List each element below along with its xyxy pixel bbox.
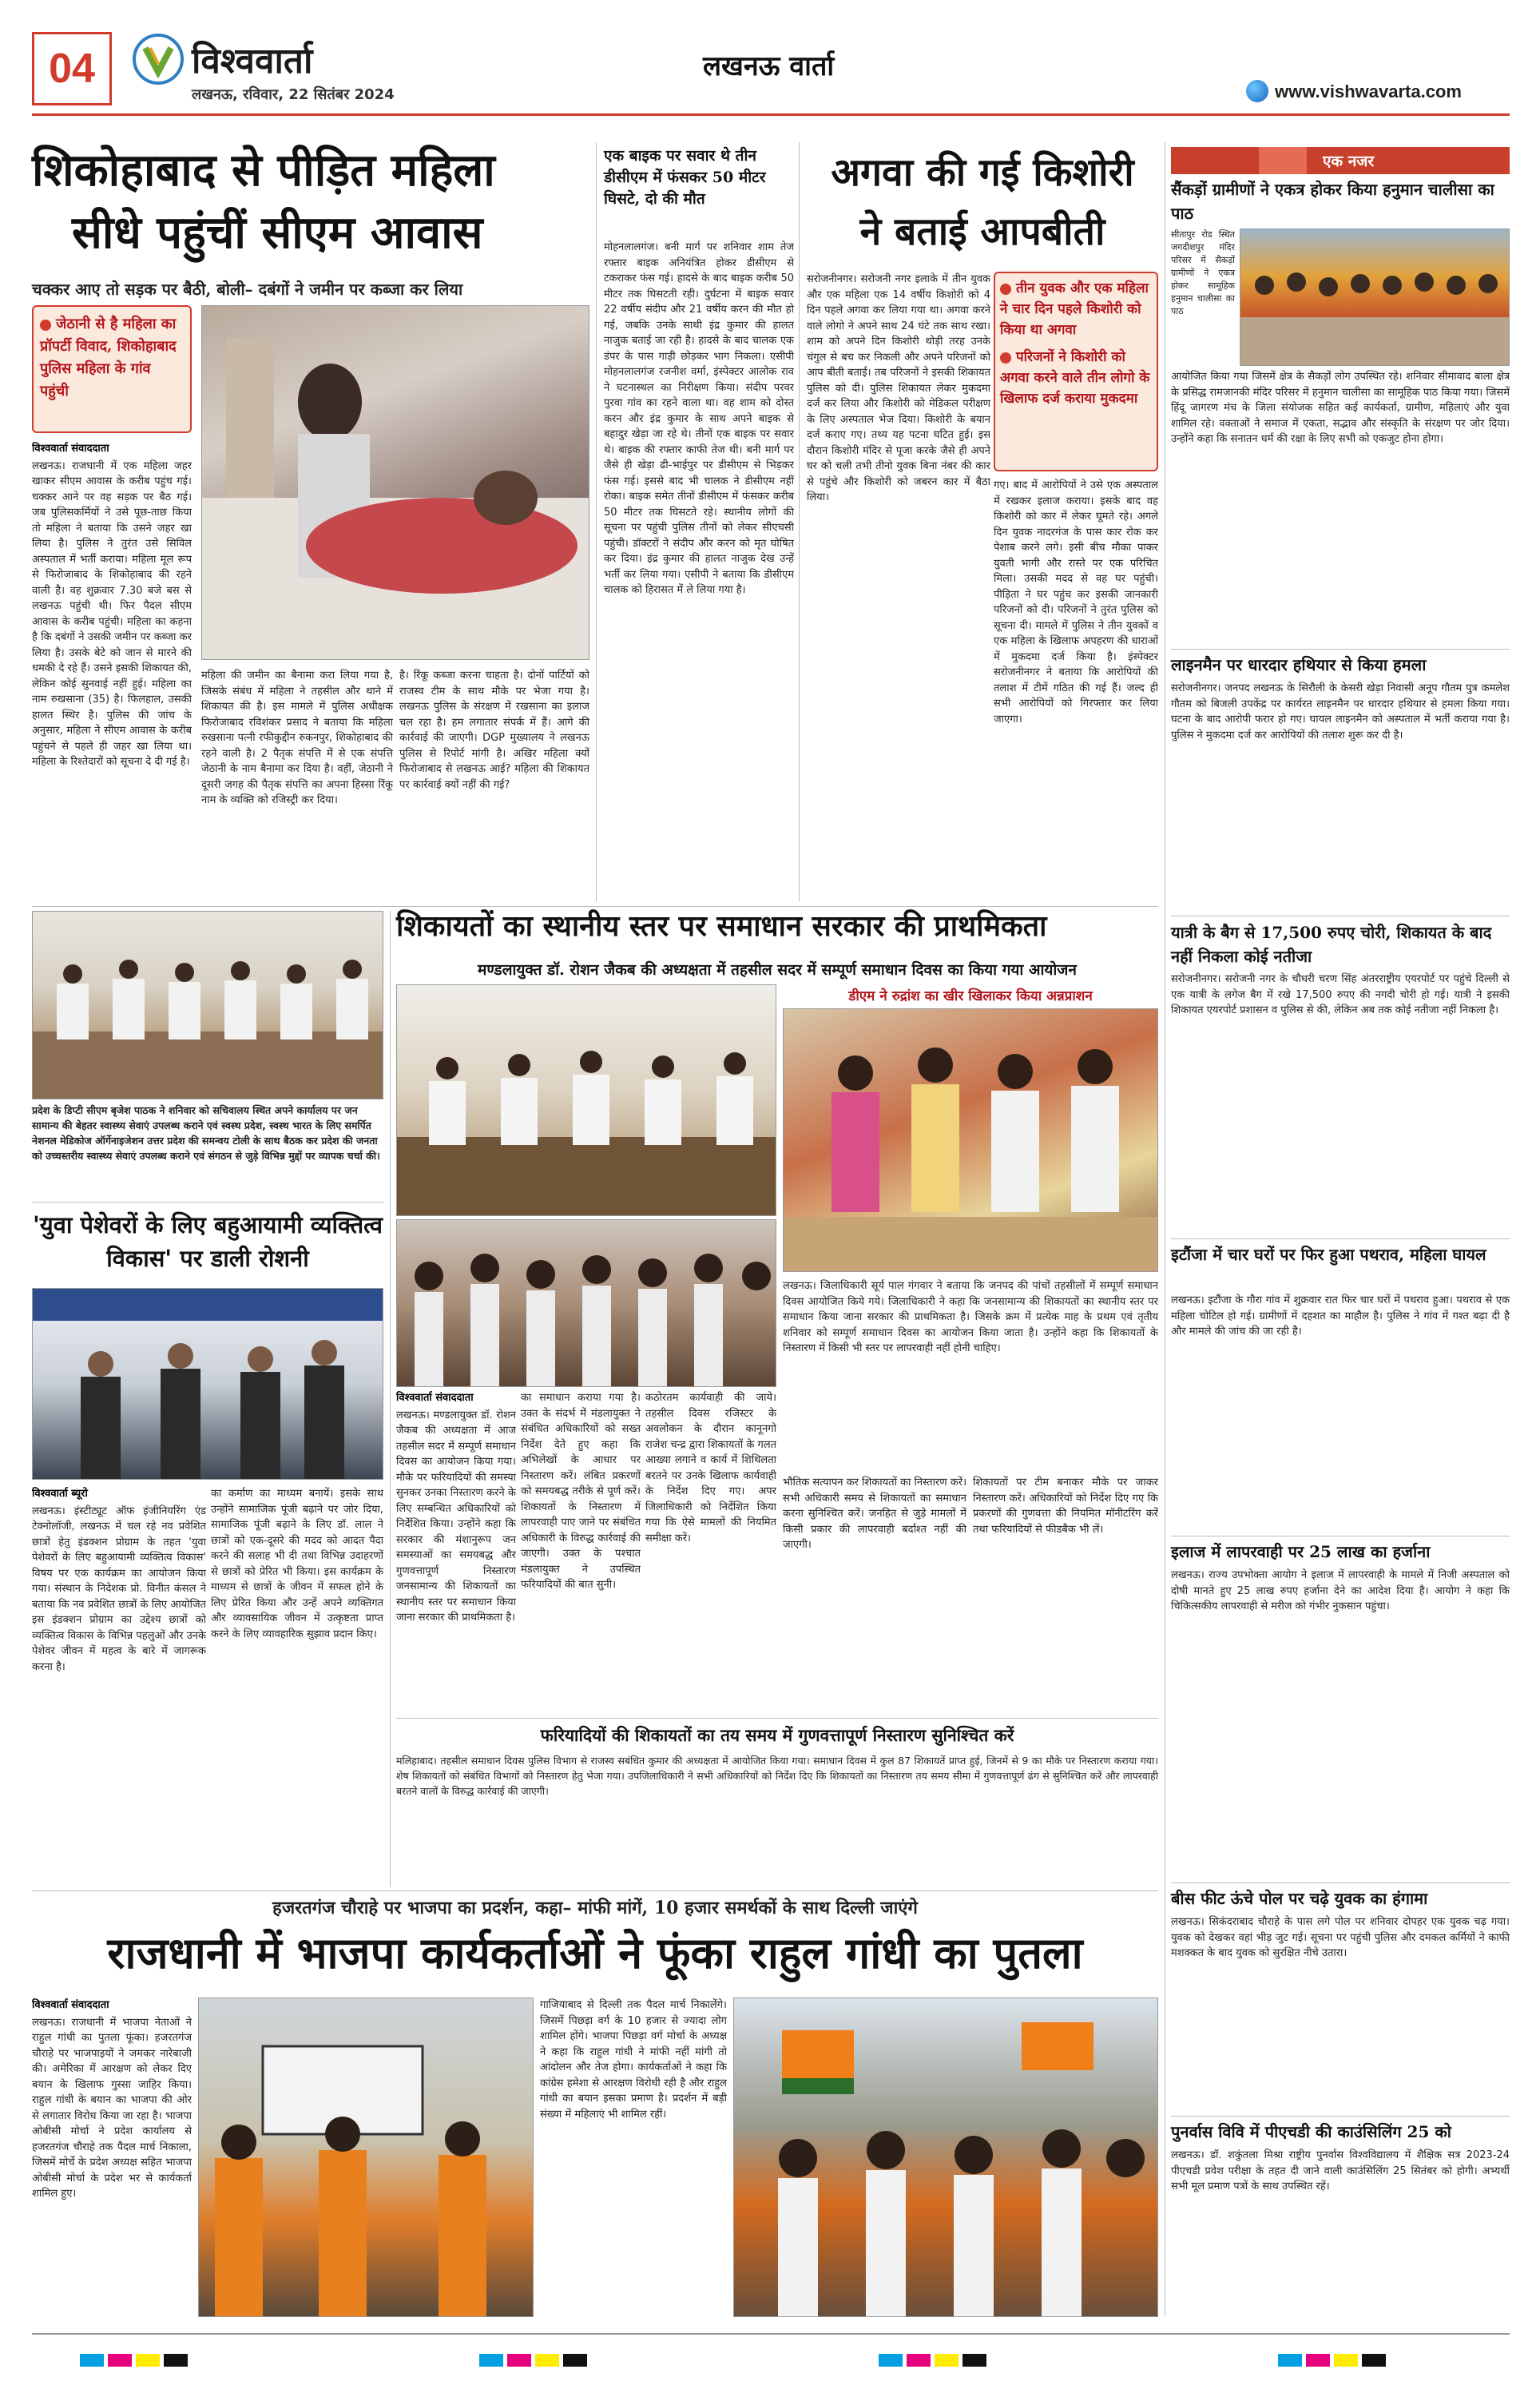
sidebar-s3-headline: यात्री के बैग से 17,500 रुपए चोरी, शिकायत के बाद नहीं निकला कोई नतीजा — [1171, 923, 1492, 966]
sidebar-s2-col — [1171, 681, 1510, 912]
story3-bullet-1: तीन युवक और एक महिला ने चार दिन पहले किशोरी को किया था अगवा — [1000, 280, 1149, 338]
sidebar-s5-col — [1171, 1568, 1510, 1879]
story4-text-1: लखनऊ। मण्डलायुक्त डॉ. रोशन जैकब की अध्यक्षता में आज तहसील सदर में सम्पूर्ण समाधान दिवस का आयोजन किया गया। मौके पर फरियादियों की समस्या सुनकर उनका निस्तारण करने के लिए सम्बन्धित अधिकारियों को निर्देशित किया। उन्होंने कहा कि सरकार की मंशानुरूप जन समस्याओं का समयबद्ध और गुणवत्तापूर्ण निस्तारण जनसामान्य की शिकायतों का स्थानीय स्तर पर समाधान किया जाना सरकार की प्राथमिकता है। — [396, 1409, 516, 1624]
sidebar-s2-text: सरोजनीनगर। जनपद लखनऊ के सिरौली के केसरी खेड़ा निवासी अनूप गौतम पुत्र कमलेश गौतम को बिजली उपकेंद्र पर कार्यरत लाइनमैन पर धारदार हथियार से हमला किया गया। घटना के बाद आरोपी फरार हो गए। घायल लाइनमैन को अस्पताल में भर्ती कराया गया है। पुलिस ने मुकदमा दर्ज कर आरोपियों की तलाश शुरू कर दी है। — [1171, 682, 1510, 741]
divider — [1171, 2116, 1510, 2117]
sidebar-s7-headline: पुनर्वास विवि में पीएचडी की काउंसिलिंग 25 को — [1171, 2122, 1451, 2141]
story7-photo-2 — [733, 1998, 1158, 2317]
page-number: 04 — [32, 32, 112, 105]
story2-headline: एक बाइक पर सवार थे तीन डीसीएम में फंसकर 50 मीटर घिसटे, दो की मौत — [604, 147, 766, 208]
story1-text-2: महिला की जमीन का बैनामा करा लिया गया है, जिसके संबंध में महिला ने तहसील और थाने में शिकायत की है। इस मामले में पुलिस अधीक्षक फिरोजाबाद रविशंकर प्रसाद ने बताया कि महिला रुखसाना पत्नी रफीकुद्दीन रुकनपुर, शिकोहाबाद की रहने वाली है। 2 पैतृक संपत्ति में से एक संपत्ति जेठानी के नाम बैनामा कर दिया है। वहीं, जेठानी ने दूसरी जगह की पैतृक संपत्ति का अपना हिस्सा रिंकू नाम के व्यक्ति को रजिस्ट्री कर दिया। — [201, 670, 393, 806]
story4-text-6: शिकायतों पर टीम बनाकर मौके पर जाकर निस्तारण करें। अधिकारियों को निर्देश दिए गए कि प्रकरणों की गुणवत्ता की नियमित मॉनीटरिंग करें तथा फरियादियों से फीडबैक भी लें। — [973, 1477, 1158, 1536]
story3-text-2: गए। बाद में आरोपियों ने उसे एक अस्पताल में रखकर इलाज कराया। इसके बाद वह किशोरी को कार में लेकर घूमते रहे। अगले दिन युवक नादरगंज के पास कार रोक कर पेशाब करने लगे। इसी बीच मौका पाकर युवती भागी और रास्ते पर एक परिचित मिला। उसकी मदद से वह घर पहुंची। पीड़िता ने घर पहुंच कर इसकी जानकारी परिजनों को दी। परिजनों ने तुरंत पुलिस को सूचना दी। मामले में पुलिस ने तीन युवकों व एक महिला के खिलाफ अपहरण की धाराओं में मुकदमा दर्ज किया है। इंस्पेक्टर सरोजनीनगर ने बताया कि आरोपियों की तलाश में टीमें गठित की गई हैं। जल्द ही सभी आरोपियों को गिरफ्तार कर लिया जाएगा। — [994, 479, 1158, 725]
sidebar-s5-text: लखनऊ। राज्य उपभोक्ता आयोग ने इलाज में लापरवाही के मामले में निजी अस्पताल को दोषी मानते हुए 25 लाख रुपए हर्जाना देने का आदेश दिया है। आयोग ने कहा कि चिकित्सकीय लापरवाही से मरीज को गंभीर नुकसान पहुंचा। — [1171, 1569, 1510, 1612]
story1-photo — [201, 305, 589, 660]
story3-text-1: सरोजनीनगर। सरोजनी नगर इलाके में तीन युवक और एक महिला एक 14 वर्षीय किशोरी को 4 दिन पहले अगवा कर लिया गया था। अगवा करने वाले लोगो ने अपने साथ 24 घंटे तक साथ रखा। शाम को अपने दिन किशोरी थोड़ी तरह उनके चंगुल से बच कर निकली और अपने परिजनों को आप बीती बताई। तब परिजनों ने इसकी शिकायत पुलिस को दी। पुलिस शिकायत लेकर मुकदमा दर्ज कर लिया और किशोरी को मेडिकल परीक्षण के लिए अस्पताल भेज दिया। किशोरी के बयान दर्ज कराए गए। तथ्य यह पटना घटित हुई। इस दौरान किशोरी मंदिर से पूजा करके जैसे ही अपने घर को चली तभी तीनो युवक बिना नंबर की कार से पहुंचे और किशोरी को जबरन कार में बैठा लिया। — [807, 273, 990, 503]
story5-headline: 'युवा पेशेवरों के लिए बहुआयामी व्यक्तित्व विकास' पर डाली रोशनी — [33, 1211, 383, 1272]
sidebar-s7-text: लखनऊ। डॉ. शकुंतला मिश्रा राष्ट्रीय पुनर्वास विश्वविद्यालय में शैक्षिक सत्र 2023-24 पीएचडी प्रवेश परीक्षा के तहत दी जाने वाली काउंसिलिंग 25 सितंबर को होगी। अभ्यर्थी सभी मूल प्रमाण पत्रों के साथ उपस्थित रहें। — [1171, 2149, 1510, 2192]
story4-col-2 — [521, 1390, 641, 1710]
sidebar-s1-caption: सीतापुर रोड स्थित जगदीशपुर मंदिर परिसर में सैकड़ों ग्रामीणों ने एकत्र होकर सामूहिक हनुमान चालीसा का पाठ — [1171, 229, 1235, 316]
bullet-dot-icon — [40, 320, 51, 331]
footer-rule — [32, 2333, 1510, 2335]
story7-text-1: लखनऊ। राजधानी में भाजपा नेताओं ने राहुल गांधी का पुतला फूंका। हजरतगंज चौराहे पर भाजपाइयों ने जमकर नारेबाजी की। अमेरिका में आरक्षण को लेकर दिए बयान के खिलाफ गुस्सा जाहिर किया। राहुल गांधी के बयान का भाजपा की ओर से लगातार विरोध किया जा रहा है। भाजपा ओबीसी मोर्चा ने प्रदेश कार्यालय से हजरतगंज चौराहे तक पैदल मार्च निकाला, जिसमें मोर्चे के प्रदेश अध्यक्ष सहित भाजपा ओबीसी मोर्चा के प्रदेश भर से कार्यकर्ता शामिल हुए। — [32, 2016, 192, 2200]
story4-byline: विश्ववार्ता संवाददाता — [396, 1392, 474, 1404]
divider — [596, 142, 597, 901]
story1-byline: विश्ववार्ता संवाददाता — [32, 443, 109, 455]
sidebar-s2-headline: लाइनमैन पर धारदार हथियार से किया हमला — [1171, 655, 1427, 674]
story7-kicker: हजरतगंज चौराहे पर भाजपा का प्रदर्शन, कहा– मांफी मांगें, 10 हजार समर्थकों के साथ दिल्ली जाएंगे — [272, 1898, 918, 1918]
story3-headline-1: अगवा की गई किशोरी — [831, 150, 1134, 195]
story3-bullet-box — [994, 272, 1158, 471]
sidebar-s4-headline: इटौंजा में चार घरों पर फिर हुआ पथराव, महिला घायल — [1171, 1245, 1486, 1264]
logo-icon — [133, 34, 184, 85]
story5-text-1: लखनऊ। इंस्टीट्यूट ऑफ इंजीनियरिंग एंड टेक्नोलॉजी, लखनऊ में चल रहे नव प्रवेशित छात्रों हेतु इंडक्शन प्रोग्राम के तहत 'युवा पेशेवरों के लिए बहुआयामी व्यक्तित्व विकास' विषय पर एक कार्यक्रम का आयोजन किया गया। संस्थान के निदेशक प्रो. विनीत कंसल ने बताया कि नव प्रवेशित छात्रों के लिए आयोजित इस इंडक्शन प्रोग्राम का उद्देश्य छात्रों को व्यक्तित्व विकास के विभिन्न पहलुओं और उनके पेशेवर जीवन में महत्व के बारे में जागरूक करना है। — [32, 1505, 206, 1673]
story5-photo — [32, 1288, 383, 1480]
story4-text-2: का समाधान कराया गया है। उक्त के संदर्भ में मंडलायुक्त ने संबंधित अधिकारियों को सख्त निर्देश देते हुए कहा कि अभिलेखों के आधार पर निस्तारण करें। लंबित प्रकरणों को समयबद्ध तरीके से पूर्ण करें। शिकायतों के निस्तारण में लापरवाही पाए जाने पर संबंधित अधिकारी के विरुद्ध कार्रवाई की जाएगी। उक्त के पश्चात मंडलायुक्त ने उपस्थित फरियादियों की बात सुनी। — [521, 1392, 641, 1591]
story6-text: मलिहाबाद। तहसील समाधान दिवस पुलिस विभाग से राजस्व सबंधित कुमार की अध्यक्षता में आयोजित किया गया। समाधान दिवस में कुल 87 शिकायतें प्राप्त हुई, जिनमें से 9 का मौके पर निस्तारण कराया गया। शेष शिकायतों को संबंधित विभागों को निस्तारण हेतु भेजा गया। उपजिलाधिकारी ने सभी अधिकारियों को निर्देश दिए कि शिकायतों का निस्तारण तय समय सीमा में गुणवत्तापूर्ण ढंग से सुनिश्चित करें और लापरवाही बरतने वालों के विरुद्ध कार्रवाई की जाएगी। — [396, 1755, 1158, 1797]
sidebar-s3-col — [1171, 972, 1510, 1235]
story1-text-1: लखनऊ। राजधानी में एक महिला जहर खाकर सीएम आवास के करीब पहुंच गई। चक्कर आने पर वह सड़क पर बैठ गई। जब पुलिसकर्मियों ने उसे पूछ-ताछ किया तो महिला ने बताया कि उसने जहर खा लिया है। पुलिस ने तुरंत उसे सिविल अस्पताल में भर्ती कराया। महिला मूल रूप से फिरोजाबाद के शिकोहाबाद की रहने वाली है। वह शुक्रवार 7.30 बजे बस से लखनऊ पहुंची थी। फिर पैदल सीएम आवास के करीब पहुंची। महिला का कहना है कि दबंगों ने उसकी जमीन पर कब्जा कर लिया है। उसके बेटे को जान से मारने की धमकी दे रहे हैं। उसने इसकी शिकायत की, लेकिन कोई सुनवाई नहीं हुई। महिला का नाम रुखसाना (35) है। फिलहाल, उसकी हालत स्थिर है। पुलिस की जांच के अनुसार, महिला ने सीएम आवास के करीब पहुंचने से पहले ही जहर खा लिया था। महिला के रिश्तेदारों को सूचना दे दी गई है। — [32, 459, 192, 768]
sidebar-s6-headline: बीस फीट ऊंचे पोल पर चढ़े युवक का हंगामा — [1171, 1889, 1428, 1908]
divider — [1171, 649, 1510, 650]
story7-col-2 — [540, 1998, 727, 2317]
sidebar-s4-col — [1171, 1293, 1510, 1532]
globe-icon — [1246, 80, 1268, 102]
divider — [32, 1890, 1158, 1891]
story4-deck: मण्डलायुक्त डॉ. रोशन जैकब की अध्यक्षता में तहसील सदर में सम्पूर्ण समाधान दिवस का किया गया आयोजन — [478, 961, 1077, 979]
paper-name: विश्ववार्ता — [192, 41, 313, 81]
divider — [390, 911, 391, 1887]
story5-meeting-photo — [32, 911, 383, 1099]
story3-col-1 — [807, 272, 990, 901]
sidebar-s1-text: आयोजित किया गया जिसमें क्षेत्र के सैकड़ों लोग उपस्थित रहे। शनिवार सीमावाद बाला क्षेत्र के प्रसिद्ध रामजानकी मंदिर परिसर में हनुमान चालीसा का सामूहिक पाठ किया गया। जिसमें हिंदू जागरण मंच के जिला संयोजक सहित कई कार्यकर्ता, ग्रामीण, महिलाएं और युवा शामिल रहे। वक्ताओं ने समाज में एकता, सद्भाव और संस्कृति के संरक्षण पर जोर दिया। उन्होंने कहा कि सनातन धर्म की रक्षा के लिए सभी को एकजुट होना होगा। — [1171, 371, 1510, 445]
story4-col-5 — [783, 1475, 966, 1710]
story5-photo-caption: प्रदेश के डिप्टी सीएम बृजेश पाठक ने शनिवार को सचिवालय स्थित अपने कार्यालय पर जन सामान्य की बेहतर स्वास्थ्य सेवाएं उपलब्ध कराने एवं स्वस्थ प्रदेश, स्वस्थ भारत के लिए समर्पित नेशनल मेडिकोज ऑर्गेनाइजेशन उत्तर प्रदेश की समन्वय टोली के साथ बैठक कर प्रदेश की जनता को उच्चस्तरीय स्वास्थ्य सेवाएं उपलब्ध कराने एवं संगठन से जुड़े विभिन्न मुद्दों पर व्यापक चर्चा की। — [32, 1104, 380, 1162]
sidebar-s7-col — [1171, 2148, 1510, 2314]
story1-col-2 — [201, 668, 393, 901]
sidebar-s1-headline: सैंकड़ों ग्रामीणों ने एकत्र होकर किया हनुमान चालीसा का पाठ — [1171, 180, 1494, 223]
story4-col-4 — [783, 1278, 1158, 1470]
story4-col-1 — [396, 1390, 516, 1710]
divider — [1171, 1238, 1510, 1239]
story1-bullet-box — [32, 305, 192, 433]
story1-deck: चक्कर आए तो सड़क पर बैठी, बोली– दबंगों ने जमीन पर कब्जा कर लिया — [32, 280, 463, 299]
sidebar-s4-text: लखनऊ। इटौंजा के गौरा गांव में शुक्रवार रात फिर चार घरों में पथराव हुआ। पथराव से एक महिला चोटिल हो गई। ग्रामीणों में दहशत का माहौल है। पुलिस ने गांव में गश्त बढ़ा दी है और मामले की जांच की जा रही है। — [1171, 1294, 1510, 1338]
story3-headline-2: ने बताई आपबीती — [859, 209, 1105, 254]
story4-col-3 — [645, 1390, 776, 1710]
sidebar-title: एक नजर — [1323, 153, 1375, 170]
story7-photo-1 — [198, 1998, 534, 2317]
story4-text-5: भौतिक सत्यापन कर शिकायतों का निस्तारण करें। सभी अधिकारी समय से शिकायतों का समाधान करना सुनिश्चित करें। जनहित से जुड़े मामलों में किसी प्रकार की लापरवाही बर्दाश्त नहीं की जाएगी। — [783, 1477, 966, 1551]
dateline: लखनऊ, रविवार, 22 सितंबर 2024 — [192, 86, 395, 103]
story4-text-3: लखनऊ। जिलाधिकारी सूर्य पाल गंगवार ने बताया कि जनपद की पांचों तहसीलों में सम्पूर्ण समाधान दिवस आयोजित किये गये। जिलाधिकारी ने कहा कि जनसामान्य की शिकायतों का स्थानीय स्तर पर समाधान किया जाना सरकार की प्राथमिकता है। जिसके क्रम में प्रत्येक माह के प्रथम एवं तृतीय शनिवार को सम्पूर्ण समाधान दिवस का आयोजन किया जाता है। उन्होंने कहा कि शिकायतों के निस्तारण में किसी भी स्तर पर लापरवाही नहीं होनी चाहिए। — [783, 1280, 1158, 1354]
story1-headline-2: सीधे पहुंचीं सीएम आवास — [72, 206, 483, 259]
story5-col-2 — [211, 1486, 383, 1886]
story1-text-3: है। रिंकू कब्जा करना चाहता है। दोनों पार्टियों को राजस्व टीम के साथ मौके पर भेजा गया है। लखनऊ पुलिस के संरक्षण में रखसाना का इलाज चल रहा है। हम लगातार संपर्क में हैं। आगे की कार्रवाई की जाएगी। DGP मुख्यालय ने लखनऊ पुलिस से रिपोर्ट मांगी है। अखिर महिला क्यों फिरोजाबाद से लखनऊ आई? महिला की शिकायत पर कार्रवाई क्यों नहीं की गई? — [399, 670, 589, 791]
story7-col-1 — [32, 1998, 192, 2317]
story4-text-4: कठोरतम कार्यवाही की जाये। तहसील दिवस रजिस्टर के अवलोकन के दौरान कानूनगो राजेश चन्द्र द्वारा शिकायतों के गलत आख्या लगाने व कार्य में शिथिलता बरतने पर उनके खिलाफ कार्यवाही के निर्देश दिए गए। अपर जिलाधिकारी को निर्देशित किया गया कि ऐसे मामलों की नियमित समीक्षा करें। — [645, 1392, 776, 1544]
sidebar-s1-col — [1171, 369, 1510, 647]
color-registration-bar — [32, 2349, 1510, 2371]
sidebar-s6-text: लखनऊ। सिकंदराबाद चौराहे के पास लगे पोल पर शनिवार दोपहर एक युवक चढ़ गया। युवक को देखकर वहां भीड़ जुट गई। सूचना पर पहुंची पुलिस और दमकल कर्मियों ने काफी मशक्कत के बाद युवक को सुरक्षित नीचे उतारा। — [1171, 1916, 1510, 1959]
story4-photo-crowd — [396, 1219, 776, 1387]
story3-bullet-2: परिजनों ने किशोरी को अगवा करने वाले तीन लोगो के खिलाफ दर्ज कराया मुकदमा — [1000, 349, 1150, 407]
story2-col-1 — [604, 240, 794, 901]
divider — [1171, 1882, 1510, 1883]
sidebar-s1-photo — [1240, 229, 1510, 366]
masthead — [0, 0, 1540, 120]
divider — [799, 142, 800, 901]
story7-headline: राजधानी में भाजपा कार्यकर्ताओं ने फूंका राहुल गांधी का पुतला — [107, 1927, 1083, 1978]
story1-col-3 — [399, 668, 589, 901]
divider — [396, 1718, 1158, 1719]
story1-headline-1: शिकोहाबाद से पीड़ित महिला — [32, 144, 495, 197]
story4-photo-label: डीएम ने रुद्रांश का खीर खिलाकर किया अन्नप्राशन — [848, 988, 1093, 1004]
story4-col-6 — [973, 1475, 1158, 1710]
bullet-dot-icon — [1000, 284, 1011, 295]
story4-photo-annaprashan — [783, 1008, 1158, 1272]
story4-headline: शिकायतों का स्थानीय स्तर पर समाधान सरकार की प्राथमिकता — [396, 909, 1047, 943]
sidebar-s5-headline: इलाज में लापरवाही पर 25 लाख का हर्जाना — [1171, 1542, 1431, 1561]
sidebar-s3-text: सरोजनीनगर। सरोजनी नगर के चौधरी चरण सिंह अंतरराष्ट्रीय एयरपोर्ट पर पहुंचे दिल्ली से एक यात्री के लगेज बैग में रखे 17,500 रुपए की नगदी चोरी हो गई। यात्री ने इसकी शिकायत एयरपोर्ट प्रशासन व पुलिस से की, लेकिन अब तक कोई नतीजा नहीं निकला है। — [1171, 973, 1510, 1016]
story5-col-1 — [32, 1486, 206, 1886]
section-title: लखनऊ वार्ता — [703, 50, 835, 82]
sidebar-s6-col — [1171, 1914, 1510, 2113]
website-link[interactable]: www.vishwavarta.com — [1275, 81, 1462, 101]
story5-text-2: का कर्माण का माध्यम बनायें। इसके साथ उन्होंने सामाजिक पूंजी बढ़ाने पर जोर दिया, सामाजिक पूंजी बढ़ाने के लिए डॉ. लाल ने छात्रों को एक-दूसरे की मदद को आदत पैदा करने की सलाह भी दी तथा विभिन्न उदाहरणों से छात्रों को प्रेरित भी किया। इस कार्यक्रम के माध्यम से छात्रों के जीवन में सफल होने के लिए प्रेरित किया और उन्हें अपने व्यक्तिगत और व्यावसायिक जीवन में उत्कृष्टता प्राप्त करने के लिए व्यावहारिक सुझाव प्रदान किए। — [211, 1488, 383, 1640]
story6-headline: फरियादियों की शिकायतों का तय समय में गुणवत्तापूर्ण निस्तारण सुनिश्चित करें — [540, 1725, 1014, 1745]
story4-photo-meeting — [396, 984, 776, 1216]
story7-byline: विश्ववार्ता संवाददाता — [32, 1999, 109, 2011]
story3-col-2 — [994, 478, 1158, 901]
masthead-rule — [32, 113, 1510, 116]
story1-bullet: जेठानी से है महिला का प्रॉपर्टी विवाद, शिकोहाबाद पुलिस महिला के गांव पहुंची — [40, 316, 177, 400]
story1-col-1 — [32, 441, 192, 900]
bullet-dot-icon — [1000, 352, 1011, 364]
story5-byline: विश्ववार्ता ब्यूरो — [32, 1488, 88, 1500]
sidebar-header — [1171, 147, 1510, 174]
story2-text: मोहनलालगंज। बनी मार्ग पर शनिवार शाम तेज रफ्तार बाइक अनियंत्रित होकर डीसीएम से टकराकर फंस गई। हादसे के बाद बाइक करीब 50 मीटर तक घिसटती रही। दुर्घटना में बाइक सवार 22 वर्षीय संदीप और 21 वर्षीय करन की मौत हो गई, जबकि उनके साथी इंद्र कुमार की हालत नाजुक बताई जा रही है। हादसे के बाद चालक एक डंपर के पास गाड़ी छोड़कर भाग निकला। एसीपी मोहनलालगंज रजनीश वर्मा, इंस्पेक्टर आलोक राव ने घटनास्थल का निरीक्षण किया। संदीप परवर पुरवा गांव का रहने वाला था। वह शाम को दोस्त करन और इंद्र कुमार के साथ अपने बाइक से बहादुर खेड़ा जा रहे थे। तीनों एक बाइक पर सवार थे। बाइक की रफ्तार काफी तेज थी। बनी मार्ग पर जैसे ही खेड़ा ढी-भाईपुर पर डीसीएम से भिड़कर फंस गई। इससे बाद भी चालक ने डीसीएम नहीं रोका। बाइक समेत तीनों डीसीएम में फंसकर करीब 50 मीटर तक घिसटते रहे। स्थानीय लोगों की सूचना पर पहुंची पुलिस तीनों को लेकर सीएचसी पहुंची। डॉक्टरों ने संदीप और करन को मृत घोषित कर दिया। इंद्र कुमार की हालत नाजुक देख उन्हें भर्ती कर लिया गया। एसीपी ने बताया कि डीसीएम चालक को हिरासत में ले लिया गया है। — [604, 241, 794, 596]
story6-col — [396, 1753, 1158, 1886]
story7-text-2: गाजियाबाद से दिल्ली तक पैदल मार्च निकालेंगे। जिसमें पिछड़ा वर्ग के 10 हजार से ज्यादा लोग शामिल होंगे। भाजपा पिछड़ा वर्ग मोर्चा के अध्यक्ष ने कहा कि राहुल गांधी ने मांफी नहीं मांगी तो आंदोलन और तेज होगा। कार्यकर्ताओं ने कहा कि कांग्रेस हमेशा से आरक्षण विरोधी रही है और राहुल गांधी का बयान इसका प्रमाण है। प्रदर्शन में बड़ी संख्या में महिलाएं भी शामिल रहीं। — [540, 1999, 727, 2121]
